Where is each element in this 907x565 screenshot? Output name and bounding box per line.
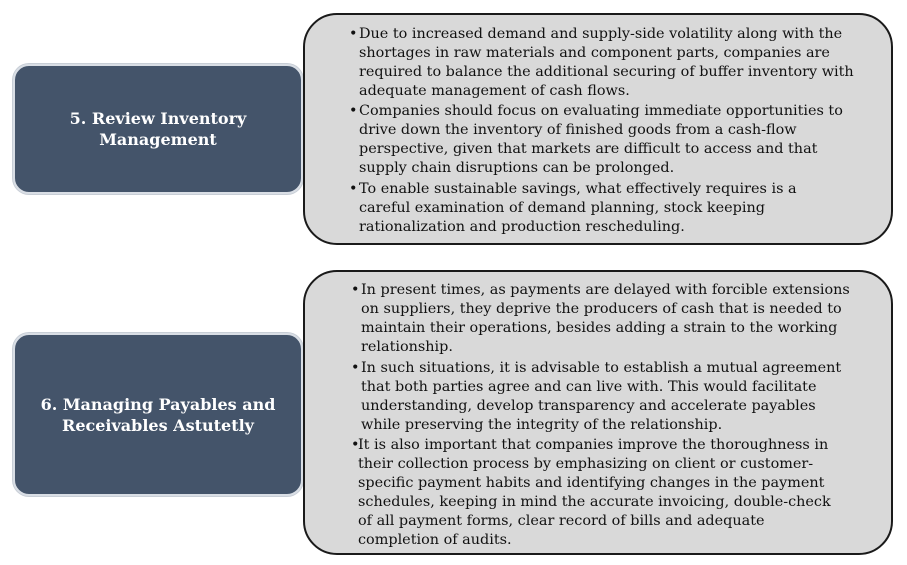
section-6-bullet-2 [351, 359, 841, 435]
section-6-title: 6. Managing Payables and Receivables Astutetly [40, 394, 276, 435]
bullet-marker: • [351, 437, 360, 453]
bullet-marker: • [349, 181, 358, 197]
bullet-marker: • [351, 282, 360, 298]
bullet-text: In such situations, it is advisable to establish a mutual agreement that both parties agree and can live with. This would facilitate understanding, develop transparency and accelerate payables while preserving the integrity of the relationship. [361, 360, 842, 433]
section-5-title: 5. Review Inventory Management [69, 109, 247, 149]
section-5-title-box [13, 64, 303, 194]
bullet-text: Due to increased demand and supply-side volatility along with the shortages in raw materials and component parts, companies are required to balance the additional securing of buffer inventory with adequate management of cash flows. [359, 26, 854, 99]
bullet-text: Companies should focus on evaluating immediate opportunities to drive down the inventory of finished goods from a cash-flow perspective, given that markets are difficult to access and that supply chain disruptions can be prolonged. [359, 103, 843, 176]
bullet-text: In present times, as payments are delayed with forcible extensions on suppliers, they deprive the producers of cash that is needed to maintain their operations, besides adding a strain to the working relationship. [361, 282, 850, 355]
section-6-details-box [303, 270, 893, 555]
bullet-text: It is also important that companies improve the thoroughness in their collection process by emphasizing on client or customer- specific payment habits and identifying changes in the payment schedules, keeping in mind the accurate invoicing, double-check of all payment forms, clear record of bills and adequate completion of audits. [358, 437, 831, 548]
bullet-marker: • [351, 360, 360, 376]
section-5-bullet-3 [349, 180, 797, 237]
bullet-marker: • [349, 26, 358, 42]
section-6-bullet-1 [351, 281, 850, 357]
bullet-text: To enable sustainable savings, what effectively requires is a careful examination of demand planning, stock keeping rationalization and production rescheduling. [359, 181, 797, 235]
section-5-bullet-1 [349, 25, 854, 101]
bullet-marker: • [349, 103, 358, 119]
section-5-details-box [303, 13, 893, 245]
section-5-bullet-2 [349, 102, 843, 178]
section-6-title-box [13, 333, 303, 496]
section-6-bullet-3 [351, 436, 831, 550]
